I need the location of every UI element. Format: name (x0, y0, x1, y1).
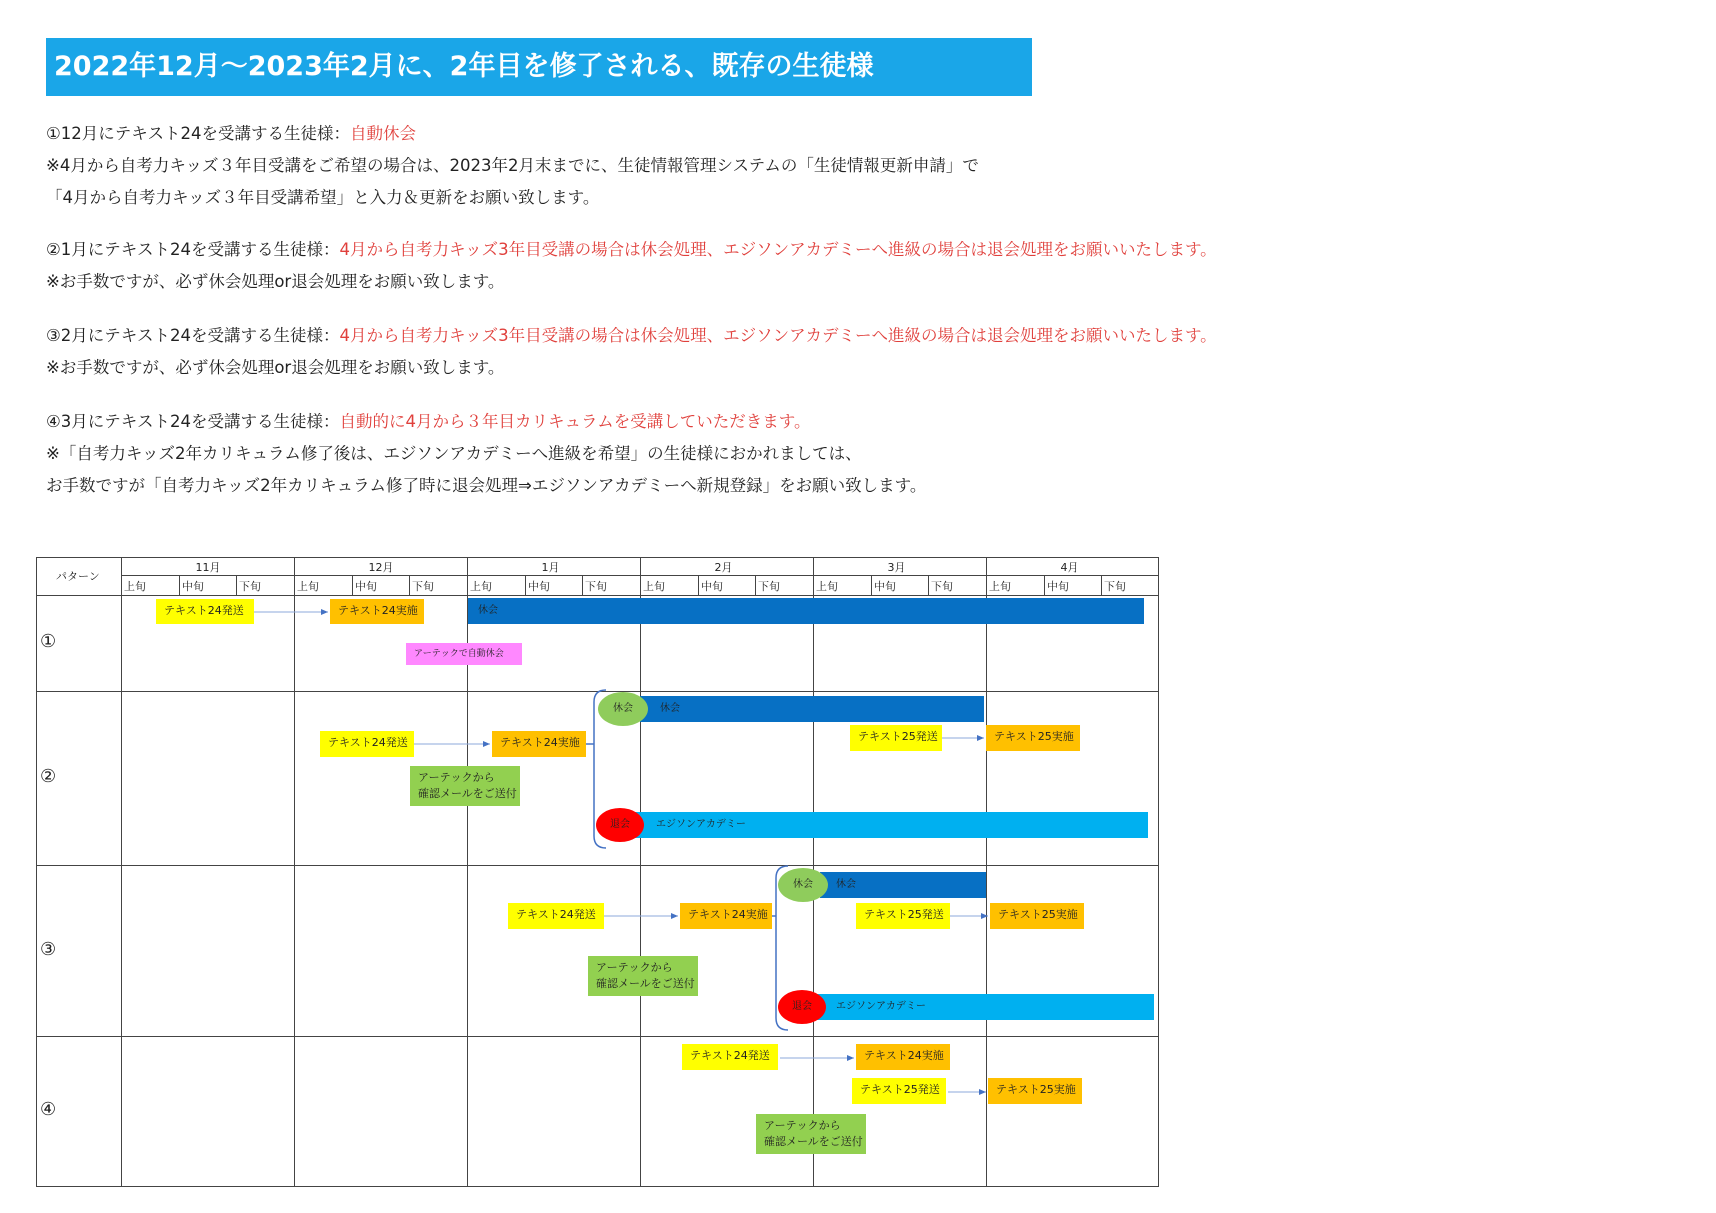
month-header: 2月 (714, 561, 733, 574)
p3-text24-do: テキスト24実施 (680, 903, 772, 929)
period-header: 下旬 (1104, 580, 1126, 593)
p3-text25-send: テキスト25発送 (856, 903, 950, 929)
section-1-line-3: 「4月から自考力キッズ３年目受講希望」と入力＆更新をお願い致します。 (46, 188, 600, 207)
period-header: 中旬 (355, 580, 377, 593)
period-header: 中旬 (528, 580, 550, 593)
period-header: 上旬 (124, 580, 146, 593)
p2-text25-do: テキスト25実施 (986, 725, 1080, 751)
p3-quit-ellipse: 退会 (778, 990, 826, 1024)
p3-edison-bar: エジソンアカデミー (814, 994, 1154, 1020)
p4-text25-send: テキスト25発送 (852, 1078, 946, 1104)
section-4-line-2: ※「自考力キッズ2年カリキュラム修了後は、エジソンアカデミーへ進級を希望」の生徒様におかれましては、 (46, 444, 862, 463)
p1-auto-rest: アーテックで自動休会 (406, 643, 522, 665)
period-header: 上旬 (297, 580, 319, 593)
period-header: 下旬 (412, 580, 434, 593)
pattern-label: ① (40, 631, 57, 652)
p2-text24-send: テキスト24発送 (320, 731, 414, 757)
p3-rest-bar: 休会 (820, 872, 986, 898)
period-header: 上旬 (816, 580, 838, 593)
period-header: 中旬 (701, 580, 723, 593)
period-header: 下旬 (585, 580, 607, 593)
section-4-line-3: お手数ですが「自考力キッズ2年カリキュラム修了時に退会処理⇒エジソンアカデミーへ新規登録」をお願い致します。 (46, 476, 927, 495)
page-title: 2022年12月～2023年2月に、2年目を修了される、既存の生徒様 (46, 38, 1032, 96)
pattern-label: ④ (40, 1099, 57, 1120)
p3-text25-do: テキスト25実施 (990, 903, 1084, 929)
month-header: 4月 (1060, 561, 1079, 574)
section-2-line-2: ※お手数ですが、必ず休会処理or退会処理をお願い致します。 (46, 272, 505, 291)
p2-text25-send: テキスト25発送 (850, 725, 942, 751)
p4-text24-do: テキスト24実施 (856, 1044, 950, 1070)
period-header: 上旬 (470, 580, 492, 593)
p2-confirm-mail: アーテックから 確認メールをご送付 (410, 766, 520, 806)
p3-text24-send: テキスト24発送 (508, 903, 604, 929)
p2-rest-bar: 休会 (640, 696, 984, 722)
pattern-header: パターン (56, 570, 100, 583)
section-4-line-1: ④3月にテキスト24を受講する生徒様：自動的に4月から３年目カリキュラムを受講していただきます。 (46, 412, 811, 431)
month-header: 1月 (541, 561, 560, 574)
section-1-line-2: ※4月から自考力キッズ３年目受講をご希望の場合は、2023年2月末までに、生徒情報管理システムの「生徒情報更新申請」で (46, 156, 979, 175)
section-2-line-1: ②1月にテキスト24を受講する生徒様：4月から自考力キッズ3年目受講の場合は休会処理、エジソンアカデミーへ進級の場合は退会処理をお願いいたします。 (46, 240, 1217, 259)
p4-text25-do: テキスト25実施 (988, 1078, 1082, 1104)
period-header: 中旬 (182, 580, 204, 593)
section-3-line-2: ※お手数ですが、必ず休会処理or退会処理をお願い致します。 (46, 358, 505, 377)
period-header: 下旬 (931, 580, 953, 593)
p4-confirm-mail: アーテックから 確認メールをご送付 (756, 1114, 866, 1154)
pattern-label: ③ (40, 938, 57, 960)
p1-rest-bar: 休会 (468, 598, 1144, 624)
p4-text24-send: テキスト24発送 (682, 1044, 778, 1070)
section-3-line-1: ③2月にテキスト24を受講する生徒様：4月から自考力キッズ3年目受講の場合は休会処理、エジソンアカデミーへ進級の場合は退会処理をお願いいたします。 (46, 326, 1217, 345)
pattern-label: ② (40, 766, 57, 787)
p2-text24-do: テキスト24実施 (492, 731, 586, 757)
p3-confirm-mail: アーテックから 確認メールをご送付 (588, 956, 698, 996)
p2-rest-ellipse: 休会 (598, 692, 648, 726)
p1-text24-send: テキスト24発送 (156, 599, 254, 624)
period-header: 上旬 (989, 580, 1011, 593)
p1-text24-do: テキスト24実施 (330, 599, 424, 624)
period-header: 中旬 (874, 580, 896, 593)
p2-quit-ellipse: 退会 (596, 808, 644, 842)
p2-edison-bar: エジソンアカデミー (632, 812, 1148, 838)
period-header: 下旬 (758, 580, 780, 593)
section-1-line-1: ①12月にテキスト24を受講する生徒様：自動休会 (46, 124, 416, 143)
period-header: 下旬 (239, 580, 261, 593)
month-header: 3月 (887, 561, 906, 574)
month-header: 12月 (368, 561, 394, 574)
p3-rest-ellipse: 休会 (778, 868, 828, 902)
period-header: 中旬 (1047, 580, 1069, 593)
month-header: 11月 (195, 561, 221, 574)
period-header: 上旬 (643, 580, 665, 593)
